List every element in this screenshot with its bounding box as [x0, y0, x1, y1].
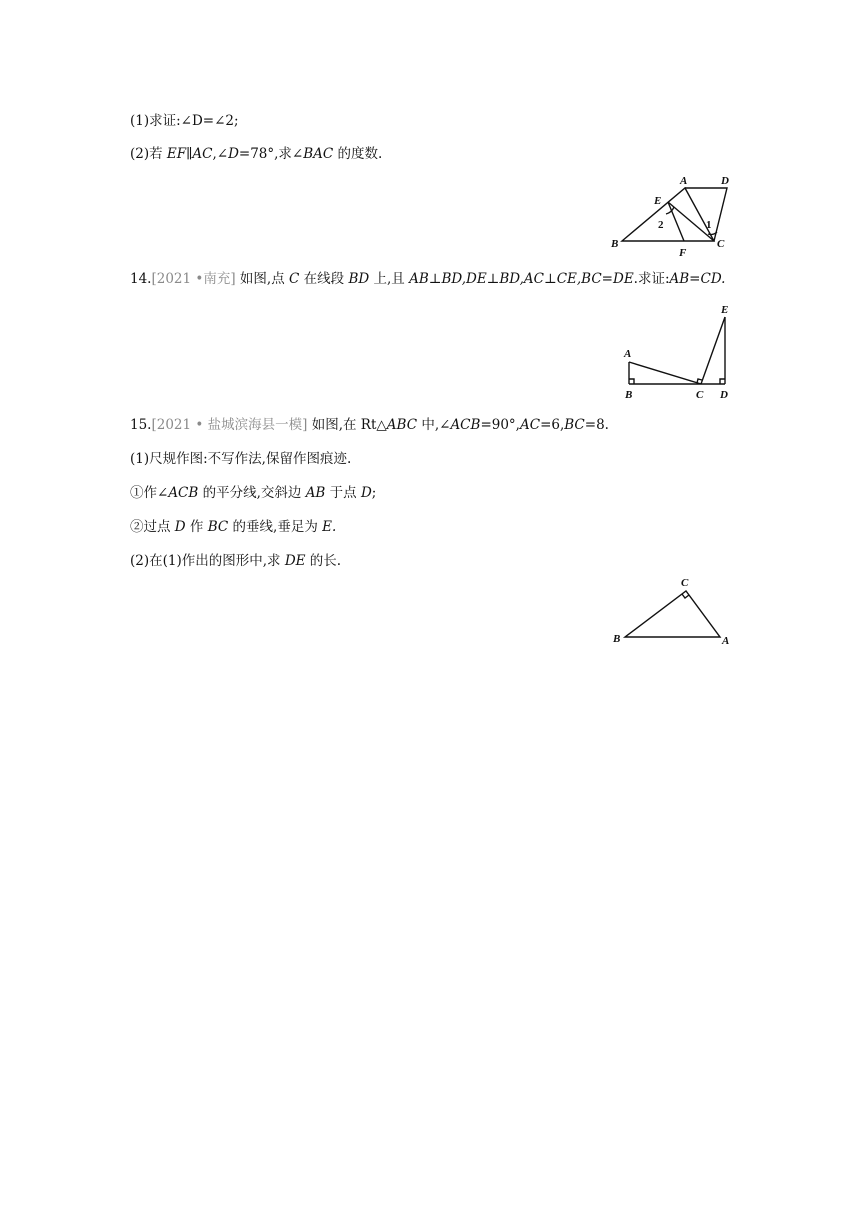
q13-label-e: E: [654, 195, 662, 207]
q15-step2-f: E.: [322, 519, 337, 535]
q13-label-a: A: [680, 175, 688, 187]
q15-figure: [605, 570, 750, 652]
q14-source: [2021 •南充]: [151, 271, 236, 287]
q14-conditions: AB⊥BD,DE⊥BD,AC⊥CE,BC=DE: [409, 271, 634, 287]
q15-label-a: A: [722, 635, 730, 647]
q15-part2-b: DE: [284, 553, 306, 569]
q13-label-d: D: [721, 175, 729, 187]
q15-step2-d: BC: [207, 519, 229, 535]
q15-statement: [130, 416, 609, 434]
q14-label-a: A: [624, 348, 632, 360]
q13-part2-g: 的度数.: [333, 146, 383, 162]
q15-text-d: =6,: [540, 417, 565, 433]
q13-segment-ad: [685, 188, 727, 241]
q13-part2-c: ,∠: [212, 146, 229, 162]
q13-part2-a: (2)若: [130, 146, 167, 162]
q15-triangle-abc: [625, 591, 720, 637]
q13-label-f: F: [679, 247, 687, 259]
q13-part1: (1)求证:∠D=∠2;: [130, 113, 239, 129]
q13-triangle-abc: [622, 188, 714, 241]
q15-step1: [130, 484, 376, 502]
q14-figure: [615, 300, 745, 402]
q13-part2-d: D: [228, 146, 239, 162]
q15-part1: (1)尺规作图:不写作法,保留作图痕迹.: [130, 451, 352, 467]
q15-source: [2021 • 盐城滨海县一模]: [151, 417, 308, 433]
q15-step1-g: ;: [371, 485, 377, 501]
q15-bc: BC: [564, 417, 585, 433]
q14-label-c: C: [696, 389, 704, 401]
q15-step1-e: 于点: [325, 485, 361, 501]
q13-figure: [600, 170, 745, 260]
q14-number: 14.: [130, 271, 152, 287]
q15-text-b: 中,∠: [417, 417, 451, 433]
q13-label-c: C: [717, 238, 725, 250]
q15-step2: [130, 518, 336, 536]
q15-number: 15.: [130, 417, 152, 433]
q14-text-b: 在线段: [299, 271, 349, 287]
q14-statement: [130, 270, 725, 288]
q15-text-c: =90°,: [480, 417, 520, 433]
q14-right-angle-b: [629, 379, 634, 384]
q13-label-b: B: [611, 238, 619, 250]
q15-step1-d: AB: [305, 485, 326, 501]
q15-step1-c: 的平分线,交斜边: [198, 485, 306, 501]
q13-label-angle1: 1: [706, 219, 712, 231]
q15-part2: [130, 552, 341, 570]
q13-segment-ef: [668, 202, 684, 241]
q14-text-d: .求证:: [633, 271, 670, 287]
q15-step2-b: D: [174, 519, 186, 535]
q14-text-c: 上,且: [369, 271, 410, 287]
q15-text-e: =8.: [584, 417, 609, 433]
q15-label-b: B: [613, 633, 621, 645]
q15-part2-a: (2)在(1)作出的图形中,求: [130, 553, 285, 569]
q15-label-c: C: [681, 577, 689, 589]
q13-part2: [130, 145, 382, 163]
q14-label-d: D: [720, 389, 728, 401]
q15-step2-a: ②过点: [130, 519, 175, 535]
q15-text-a: 如图,在 Rt△: [307, 417, 387, 433]
q13-part2-e: =78°,求∠: [238, 146, 304, 162]
q15-step1-a: ①作∠: [130, 485, 169, 501]
q15-acb: ACB: [450, 417, 481, 433]
q13-part2-f: BAC: [303, 146, 334, 162]
q14-segment-ce: [701, 317, 725, 384]
q14-goal: AB=CD.: [669, 271, 726, 287]
q14-right-angle-d: [720, 379, 725, 384]
q14-label-b: B: [625, 389, 633, 401]
q13-part2-b: EF∥AC: [166, 146, 213, 162]
q15-step1-b: ACB: [168, 485, 199, 501]
q14-label-e: E: [721, 304, 729, 316]
q14-segment-bd: BD: [348, 271, 370, 287]
q15-abc: ABC: [386, 417, 418, 433]
q15-ac: AC: [519, 417, 541, 433]
q14-point-c: C: [289, 271, 300, 287]
q15-part2-c: 的长.: [305, 553, 342, 569]
q14-segment-ac: [629, 362, 701, 384]
q14-text-a: 如图,点: [235, 271, 290, 287]
q15-step1-f: D: [360, 485, 372, 501]
q13-label-angle2: 2: [658, 219, 664, 231]
q15-step2-e: 的垂线,垂足为: [228, 519, 323, 535]
q15-step2-c: 作: [185, 519, 208, 535]
